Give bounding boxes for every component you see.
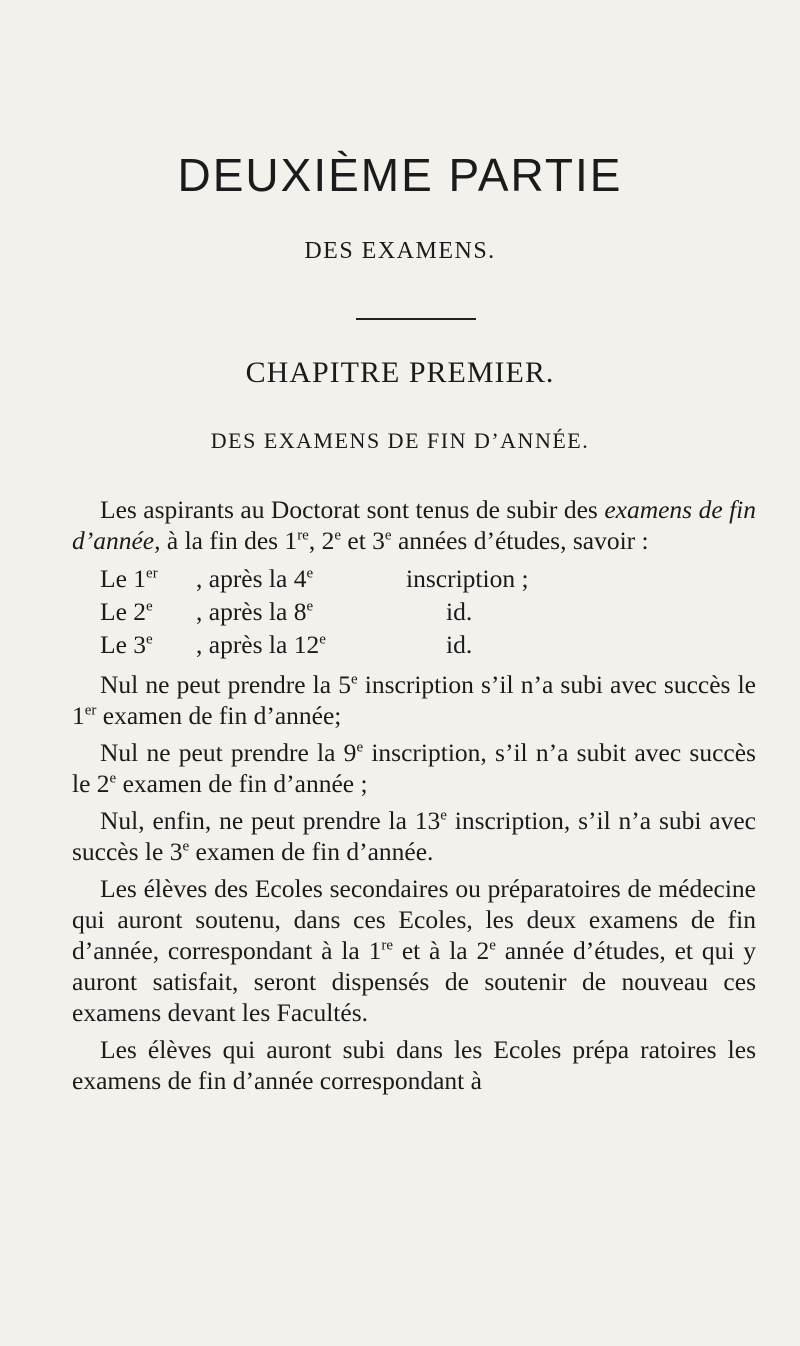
body-text bbox=[72, 494, 756, 1102]
paragraph-1: Les aspirants au Doctorat sont tenus de subir des examens de fin d’année, à la fin des 1re, 2e et 3e années d’études, savoir : bbox=[72, 495, 757, 555]
chapter-title: CHAPITRE PREMIER. bbox=[245, 356, 555, 389]
section-divider bbox=[356, 318, 476, 320]
paragraph-6: Les élèves qui auront subi dans les Ecoles prépa ratoires les examens de fin d’année correspondant à bbox=[72, 1035, 756, 1095]
italic-phrase: examens de fin d’année, bbox=[72, 495, 757, 555]
part-title: DEUXIÈME PARTIE bbox=[177, 149, 623, 201]
list-item: Le 2e , après la 8e id. bbox=[100, 597, 473, 626]
list-item: Le 1er , après la 4e inscription ; bbox=[100, 564, 529, 593]
list-item: Le 3e , après la 12e id. bbox=[100, 630, 473, 659]
paragraph-4: Nul, enfin, ne peut prendre la 13e inscription, s’il n’a subi avec succès le 3e examen de fin d’année. bbox=[72, 806, 757, 866]
paragraph-3: Nul ne peut prendre la 9e inscription, s’il n’a subit avec succès le 2e examen de fin d’année ; bbox=[72, 738, 756, 798]
faint-page-number-mark bbox=[360, 26, 450, 46]
paragraph-5: Les élèves des Ecoles secondaires ou préparatoires de médecine qui auront soutenu, dans ces Ecoles, les deux examens de fin d’année, correspondant à la 1re et à la 2e année d’études, et qui y auront satisfait, seront dispensés de soutenir de nouveau ces examens devant les Facultés. bbox=[72, 874, 756, 1027]
chapter-subtitle: DES EXAMENS DE FIN D’ANNÉE. bbox=[210, 428, 590, 453]
paragraph-2: Nul ne peut prendre la 5e inscription s’il n’a subi avec succès le 1er examen de fin d’année; bbox=[72, 670, 756, 730]
part-subtitle: DES EXAMENS. bbox=[304, 238, 496, 264]
exam-schedule-list bbox=[100, 562, 529, 661]
